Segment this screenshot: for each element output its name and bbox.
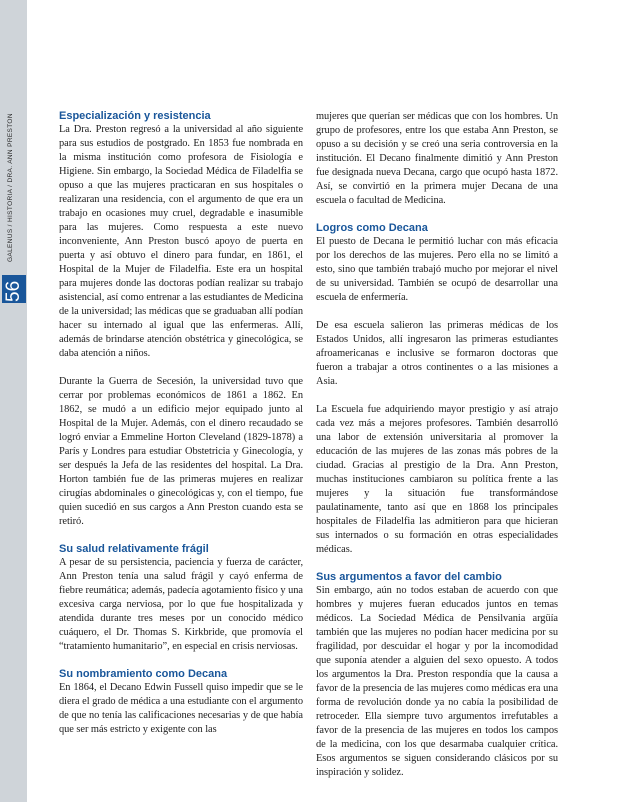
- body-paragraph: A pesar de su persistencia, paciencia y fuerza de carácter, Ann Preston tenía una salud frágil y cayó enferma de fiebre reumática; además, padecía agotamiento físico y una excesiva carga nerviosa, por lo que fue hospitalizada y atendida durante tres meses por un conocido médico cuáquero, el Dr. Thomas S. Kirkbride, que promovía el “tratamiento humanitario”, en especial en crisis nerviosas.: [59, 557, 303, 652]
- section-heading: Especialización y resistencia: [59, 110, 211, 122]
- right-column: [316, 110, 558, 780]
- body-paragraph: De esa escuela salieron las primeras médicas de los Estados Unidos, allí ingresaron las primeras estudiantes afroamericanas e inclusive se formaron doctoras que fueron a trabajar a otros continentes o a las misiones a Asia.: [316, 320, 558, 387]
- section-heading: Su salud relativamente frágil: [59, 543, 209, 555]
- body-paragraph: La Escuela fue adquiriendo mayor prestigio y así atrajo cada vez más a mejores profesores. También desarrolló una labor de extensión universitaria al promover la educación de las mujeres de las zonas más pobres de la ciudad. Gracias al prestigio de la Dra. Ann Preston, muchas instituciones cambiaron su política frente a las mujeres y la situación fue transformándose paulatinamente, tanto así que en 1868 los principales hospitales de Filadelfia las admitieron para que hicieran sus internados o su formación en otras especialidades médicas.: [316, 404, 558, 555]
- body-paragraph: mujeres que querían ser médicas que con los hombres. Un grupo de profesores, entre los que estaba Ann Preston, se opuso a su decisión y se creó una seria controversia en la institución. El Decano finalmente dimitió y Ann Preston fue designada nueva Decana, cargo que ocupó hasta 1872. Así, se convirtió en la primera mujer Decana de una escuela o facultad de Medicina.: [316, 111, 558, 206]
- running-head: GALENUS / HISTORIA / DRA. ANN PRESTON: [7, 113, 14, 262]
- body-paragraph: Sin embargo, aún no todos estaban de acuerdo con que hombres y mujeres fueran educados juntos en temas médicos. La Sociedad Médica de Pensilvania argüía también que las mujeres no podían hacer medicina por su fragilidad, por descuidar el hogar y por la incomodidad que suponía atender a alguien del sexo opuesto. A todos los argumentos la Dra. Preston respondía que la causa a favor de la presencia de las mujeres como médicas era una forma de revolución donde ya no cabía la posibilidad de retroceder. Ella siempre tuvo argumentos irrefutables a favor de la presencia de las mujeres en todos los campos de la medicina, con los que desarmaba cualquier crítica. Esos argumentos se siguen considerando clásicos por su inspiración y solidez.: [316, 585, 558, 778]
- body-paragraph: La Dra. Preston regresó a la universidad al año siguiente para sus estudios de postgrado. En 1853 fue nombrada en la misma institución como profesora de Fisiología e Higiene. Sin embargo, la Sociedad Médica de Filadelfia se opuso a que las mujeres practicaran en sus hospitales o realizaran una residencia, con el argumento de que era un trabajo en ocasiones muy cruel, degradable e inasumible para las mujeres. Como respuesta a este nuevo inconveniente, Ann Preston buscó apoyo de puerta en puerta y así obtuvo el dinero para fundar, en 1861, el Hospital de la Mujer de Filadelfia. Este era un hospital para mujeres donde las doctoras podían realizar su trabajo asistencial, así como entrenar a las estudiantes de Medicina de la universidad; las médicas que se graduaban allí podían hacer su internado al igual que las enfermeras. Allí, además de brindarse atención obstétrica y ginecológica, se daba atención a niños.: [59, 124, 303, 359]
- body-paragraph: Durante la Guerra de Secesión, la universidad tuvo que cerrar por problemas económicos de 1861 a 1862. En 1862, se mudó a un edificio mejor equipado junto al Hospital de la Mujer. Además, con el dinero recaudado se logró enviar a Emmeline Horton Cleveland (1829-1878) a París y Londres para estudiar Obstetricia y Ginecología, y ser después la Jefa de las residentes del hospital. La Dra. Horton también fue de las primeras mujeres en realizar cirugías abdominales o ginecológicas y, con el tiempo, fue quien sucedió en sus cargos a Ann Preston cuando esta se retiró.: [59, 376, 303, 527]
- page-number: 56: [3, 280, 24, 302]
- section-heading: Logros como Decana: [316, 222, 428, 234]
- section-heading: Sus argumentos a favor del cambio: [316, 571, 502, 583]
- body-paragraph: El puesto de Decana le permitió luchar con más eficacia por los derechos de las mujeres. Pero ella no se limitó a esto, sino que también trabajó mucho por mejorar el nivel de su universidad. También se ocupó de desarrollar una escuela de enfermería.: [316, 236, 558, 303]
- left-column: [59, 110, 303, 737]
- body-paragraph: En 1864, el Decano Edwin Fussell quiso impedir que se le diera el grado de médica a una estudiante con el argumento de que no tenía las calificaciones necesarias y de que había que ser más estricto y exigente con las: [59, 682, 303, 735]
- section-heading: Su nombramiento como Decana: [59, 668, 228, 680]
- page-number-block: [2, 275, 26, 303]
